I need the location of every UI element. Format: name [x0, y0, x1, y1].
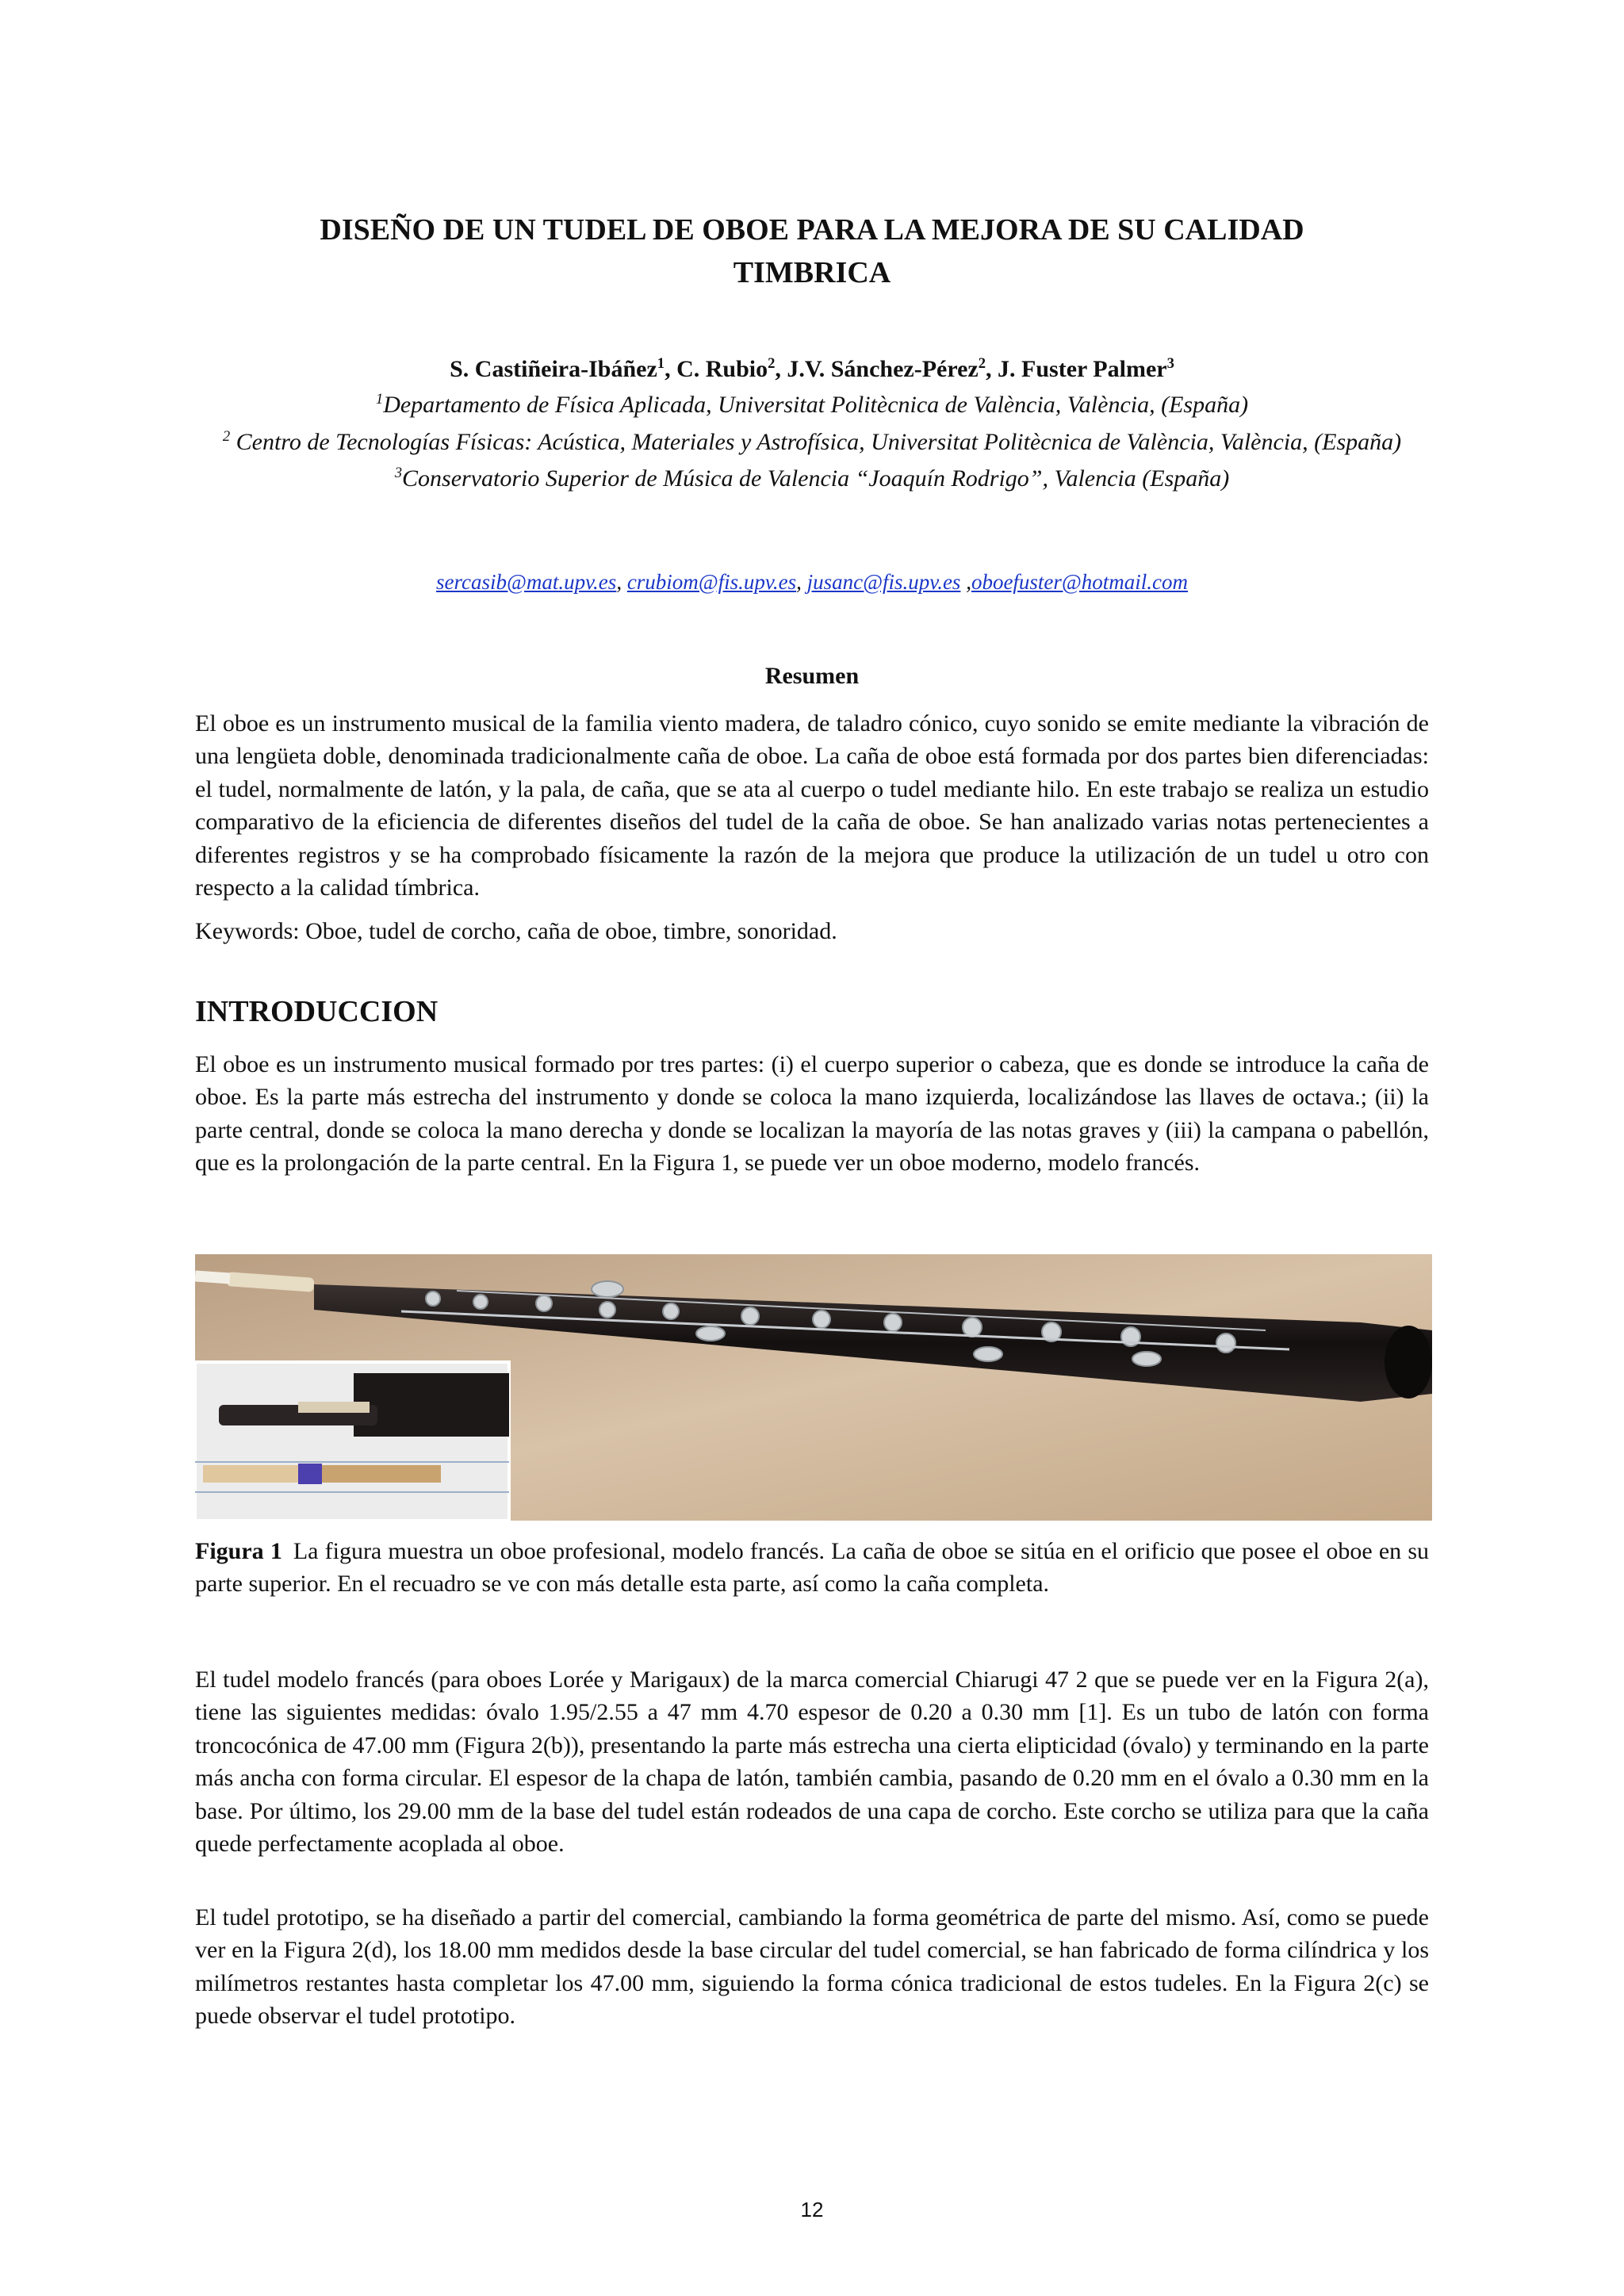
abstract-text: El oboe es un instrumento musical de la familia viento madera, de taladro cónico, cuyo sonido se emite mediante la vibración de una lengüeta doble, denominada tradicionalmente caña de oboe. La caña de oboe está formada por dos partes bien diferenciadas: el tudel, normalmente de latón, y la pala, de caña, que se ata al cuerpo o tudel mediante hilo. En este trabajo se realiza un estudio comparativo de la eficiencia de diferentes diseños del tudel de la caña de oboe. Se han analizado varias notas pertenecientes a diferentes registros y se ha comprobado físicamente la razón de la mejora que produce la utilización de un tudel u otro con respecto a la calidad tímbrica. — [195, 710, 1429, 901]
title-line-1: DISEÑO DE UN TUDEL DE OBOE PARA LA MEJORA DE SU CALIDAD — [320, 213, 1304, 247]
author-name: J.V. Sánchez-Pérez — [787, 356, 979, 382]
author-affil-mark: 2 — [978, 355, 986, 372]
author-name: J. Fuster Palmer — [998, 356, 1167, 382]
title-line-2: TIMBRICA — [733, 255, 891, 289]
author-affil-mark: 3 — [1166, 355, 1174, 372]
affiliation-3 — [195, 461, 1429, 498]
author-separator: , — [665, 356, 677, 382]
section-heading-introduccion: INTRODUCCION — [195, 995, 439, 1028]
author-separator: , — [775, 356, 787, 382]
author-list — [195, 352, 1429, 387]
email-link[interactable]: oboefuster@hotmail.com — [971, 570, 1188, 594]
oboe-photo-illustration — [195, 1254, 1432, 1521]
affiliation-mark: 1 — [375, 391, 384, 408]
body-paragraph: El tudel modelo francés (para oboes Lorée y Marigaux) de la marca comercial Chiarugi 47 2 que se puede ver en la Figura 2(a), tiene las siguientes medidas: óvalo 1.95/2.55 a 47 mm 4.70 espesor de 0.20 a 0.30 mm [1]. Es un tubo de latón con forma troncocónica de 47.00 mm (Figura 2(b)), presentando la parte más estrecha una cierta elipticidad (óvalo) y terminando en la parte más ancha con forma circular. El espesor de la chapa de latón, también cambia, pasando de 0.20 mm en el óvalo a 0.30 mm en la base. Por último, los 29.00 mm de la base del tudel están rodeados de una capa de corcho. Este corcho se utiliza para que la caña quede perfectamente acoplada al oboe. — [195, 1667, 1429, 1857]
author-affil-mark: 1 — [657, 355, 665, 372]
affiliation-text: Conservatorio Superior de Música de Valencia “Joaquín Rodrigo”, Valencia (España) — [402, 465, 1230, 492]
body-paragraph: El tudel prototipo, se ha diseñado a partir del comercial, cambiando la forma geométrica de parte del mismo. Así, como se puede ver en la Figura 2(d), los 18.00 mm medidos desde la base circular del tudel comercial, se han fabricado de forma cilíndrica y los milímetros restantes hasta completar los 47.00 mm, siguiendo la forma cónica tradicional de estos tudeles. En la Figura 2(c) se puede observar el tudel prototipo. — [195, 1904, 1429, 2030]
figure-caption-text: La figura muestra un oboe profesional, modelo francés. La caña de oboe se sitúa en el orificio que posee el oboe en su parte superior. En el recuadro se ve con más detalle esta parte, así como la caña completa. — [195, 1538, 1429, 1598]
abstract-heading: Resumen — [764, 663, 860, 689]
author-separator: , — [986, 356, 998, 382]
paper-title — [238, 209, 1386, 295]
figure-1-photo — [195, 1254, 1432, 1521]
email-link[interactable]: jusanc@fis.upv.es — [806, 570, 961, 594]
author-name: C. Rubio — [676, 356, 768, 382]
page-number: 12 — [800, 2198, 824, 2221]
inset-detail — [195, 1362, 509, 1521]
affiliation-text: Centro de Tecnologías Físicas: Acústica, Materiales y Astrofísica, Universitat Politècnica de València, València, (España) — [230, 428, 1402, 455]
email-link[interactable]: crubiom@fis.upv.es — [626, 570, 797, 594]
affiliation-1 — [195, 387, 1429, 424]
keywords: Keywords: Oboe, tudel de corcho, caña de oboe, timbre, sonoridad. — [195, 918, 837, 944]
affiliation-list — [195, 387, 1429, 498]
author-affil-mark: 2 — [768, 355, 776, 372]
affiliation-text: Departamento de Física Aplicada, Universitat Politècnica de València, València, (España) — [383, 392, 1249, 418]
figure-label: Figura 1 — [195, 1538, 282, 1564]
email-link[interactable]: sercasib@mat.upv.es — [436, 570, 617, 594]
author-name: S. Castiñeira-Ibáñez — [450, 356, 657, 382]
affiliation-2 — [195, 424, 1429, 461]
affiliation-mark: 2 — [222, 427, 231, 445]
intro-paragraph: El oboe es un instrumento musical formado por tres partes: (i) el cuerpo superior o cabeza, que es donde se introduce la caña de oboe. Es la parte más estrecha del instrumento y donde se coloca la mano izquierda, localizándose las llaves de octava.; (ii) la parte central, donde se coloca la mano derecha y donde se localizan la mayoría de las notas graves y (iii) la campana o pabellón, que es la prolongación de la parte central. En la Figura 1, se puede ver un oboe moderno, modelo francés. — [195, 1051, 1429, 1177]
figure-1-caption — [195, 1535, 1429, 1601]
email-list: sercasib@mat.upv.es, crubiom@fis.upv.es, jusanc@fis.upv.es ,oboefuster@hotmail.com — [436, 570, 1188, 594]
affiliation-mark: 3 — [394, 465, 403, 481]
